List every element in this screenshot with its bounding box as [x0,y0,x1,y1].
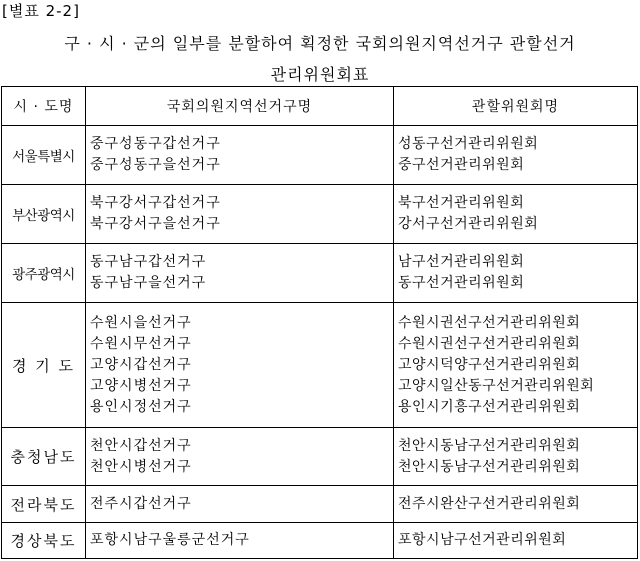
district-name: 동구남구을선거구 [90,275,207,291]
region-cell: 서울특별시 [2,126,86,185]
districts-cell [86,303,394,428]
districts-cell [86,244,394,303]
committee-name: 포항시남구선거관리위원회 [398,532,567,548]
committee-name: 천안시동남구선거관리위원회 [398,458,581,475]
table-row-busan [2,185,638,244]
committee-name: 천안시동남구선거관리위원회 [398,437,581,454]
document-title-line2: 관리위원회표 [270,65,370,84]
committees-cell [394,185,638,244]
districts-cell [86,185,394,244]
table-row-gwangju [2,244,638,303]
committees-cell [394,126,638,185]
header-committees: 관할위원회명 [394,87,638,126]
committee-name: 고양시일산동구선거관리위원회 [398,377,595,394]
table-row-seoul [2,126,638,185]
district-name: 북구강서구갑선거구 [90,195,221,211]
district-name: 수원시을선거구 [90,314,192,331]
document-title-line1: 구 · 시 · 군의 일부를 분할하여 획정한 국회의원지역선거구 관할선거 [64,34,576,53]
table-header-row [2,87,638,126]
region-cell: 부산광역시 [2,185,86,244]
district-name: 수원시무선거구 [90,335,192,352]
committee-name: 중구선거관리위원회 [398,157,525,173]
district-name: 용인시정선거구 [90,398,192,415]
region-cell: 경 기 도 [2,303,86,428]
committee-name: 수원시권선구선거관리위원회 [398,314,581,331]
committee-name: 강서구선거관리위원회 [398,216,539,232]
committees-cell [394,428,638,486]
districts-cell [86,523,394,559]
committee-name: 북구선거관리위원회 [398,195,525,211]
header-districts: 국회의원지역선거구명 [86,87,394,126]
table-row-chungnam [2,428,638,486]
committee-name: 전주시완산구선거관리위원회 [398,495,581,512]
district-name: 중구성동구갑선거구 [90,136,221,152]
table-row-jeonbuk [2,486,638,523]
committee-name: 성동구선거관리위원회 [398,136,539,152]
committee-name: 동구선거관리위원회 [398,275,525,291]
district-name: 고양시갑선거구 [90,356,192,373]
table-row-gyeonggi [2,303,638,428]
district-name: 고양시병선거구 [90,377,192,394]
appendix-label: [별표 2-2] [2,2,80,20]
committees-cell [394,244,638,303]
committee-name: 남구선거관리위원회 [398,254,525,270]
region-cell: 충청남도 [2,428,86,486]
district-name: 천안시갑선거구 [90,437,192,454]
districts-cell [86,486,394,523]
district-name: 동구남구갑선거구 [90,254,207,270]
committee-name: 고양시덕양구선거관리위원회 [398,356,581,373]
districts-cell [86,126,394,185]
district-name: 천안시병선거구 [90,458,192,475]
district-name: 중구성동구을선거구 [90,157,221,173]
committees-cell [394,303,638,428]
header-region: 시 · 도명 [2,87,86,126]
districts-cell [86,428,394,486]
district-name: 북구강서구을선거구 [90,216,221,232]
jurisdiction-table [1,86,638,559]
committees-cell [394,523,638,559]
table-row-gyeongbuk [2,523,638,559]
committee-name: 용인시기흥구선거관리위원회 [398,398,581,415]
region-cell: 광주광역시 [2,244,86,303]
region-cell: 전라북도 [2,486,86,523]
district-name: 포항시남구울릉군선거구 [90,532,250,548]
district-name: 전주시갑선거구 [90,495,192,512]
region-cell: 경상북도 [2,523,86,559]
committee-name: 수원시권선구선거관리위원회 [398,335,581,352]
committees-cell [394,486,638,523]
